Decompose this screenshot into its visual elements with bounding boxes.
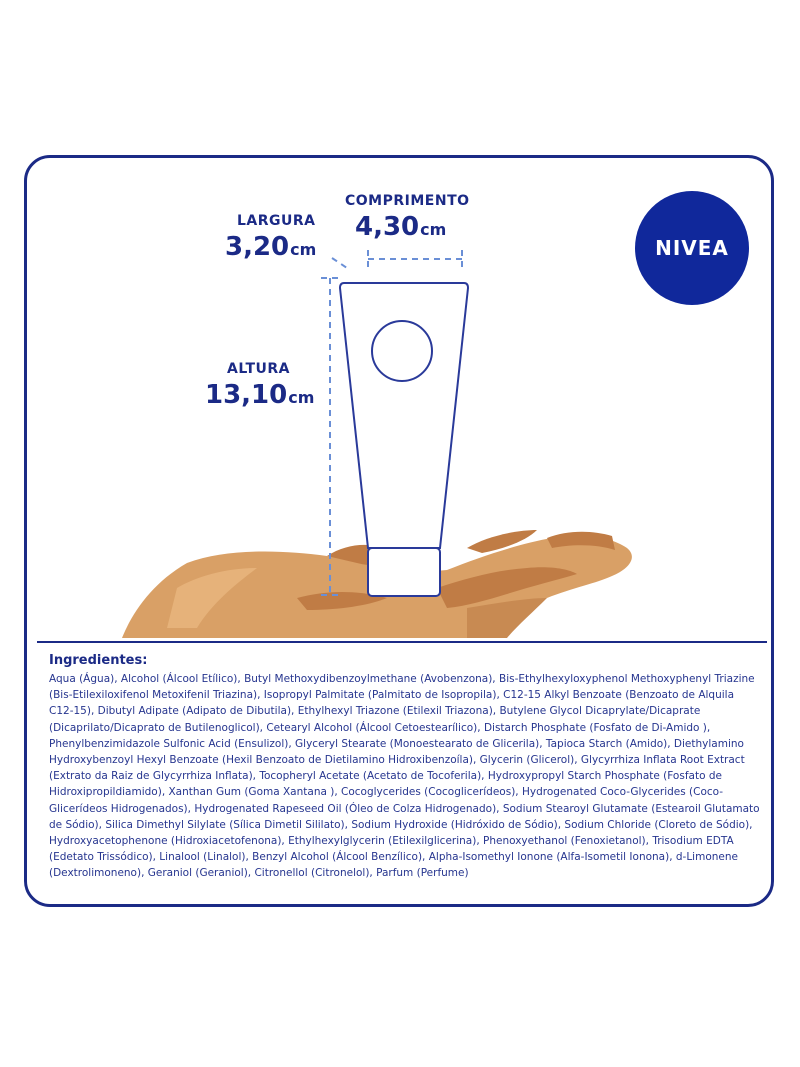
length-label: COMPRIMENTO xyxy=(345,193,470,209)
width-unit: cm xyxy=(290,240,317,259)
ingredients-section xyxy=(49,653,761,882)
length-value xyxy=(355,212,446,242)
height-label: ALTURA xyxy=(227,361,290,377)
width-value xyxy=(225,232,316,262)
ingredients-list: Aqua (Água), Alcohol (Álcool Etílico), Butyl Methoxydibenzoylmethane (Avobenzona), Bis-Ethylhexyloxyphenol Methoxyphenyl Triazine (Bis-Etilexiloxifenol Metoxifenil Triazina), Isopropyl Palmitate (Palmitato de Isopropila), C12-15 Alkyl Benzoate (Benzoato de Alquila C12-15), Dibutyl Adipate (Adipato de Dibutila), Ethylhexyl Triazone (Etilexil Triazona), Butylene Glycol Dicaprylate/Dicaprate (Dicaprilato/Dicaprato de Butilenoglicol), Cetearyl Alcohol (Álcool Cetoestearílico), Distarch Phosphate (Fosfato de Di-Amido ), Phenylbenzimidazole Sulfonic Acid (Ensulizol), Glyceryl Stearate (Monoestearato de Glicerila), Tapioca Starch (Amido), Diethylamino Hydroxybenzoyl Hexyl Benzoate (Hexil Benzoato de Dietilamino Hidroxibenzoíla), Glycerin (Glicerol), Glycyrrhiza Inflata Root Extract (Extrato da Raiz de Glycyrrhiza Inflata), Tocopheryl Acetate (Acetato de Tocoferila), Hydroxypropyl Starch Phosphate (Fosfato de Hidroxipropildiamido), Xanthan Gum (Goma Xantana ), Cocoglycerides (Cocoglicerídeos), Hydrogenated Coco-Glycerides (Coco-Glicerídeos Hidrogenados), Hydrogenated Rapeseed Oil (Óleo de Colza Hidrogenado), Sodium Stearoyl Glutamate (Estearoil Glutamato de Sódio), Silica Dimethyl Silylate (Sílica Dimetil Sililato), Sodium Hydroxide (Hidróxido de Sódio), Sodium Chloride (Cloreto de Sódio), Hydroxyacetophenone (Hidroxiacetofenona), Ethylhexylglycerin (Etilexilglicerina), Phenoxyethanol (Fenoxietanol), Trisodium EDTA (Edetato Trissódico), Linalool (Linalol), Benzyl Alcohol (Álcool Benzílico), Alpha-Isomethyl Ionone (Alfa-Isometil Ionona), d-Limonene (Dextrolimoneno), Geraniol (Geraniol), Citronellol (Citronelol), Parfum (Perfume) xyxy=(49,673,760,880)
height-unit: cm xyxy=(288,388,315,407)
length-unit: cm xyxy=(420,220,447,239)
length-number: 4,30 xyxy=(355,212,420,242)
height-number: 13,10 xyxy=(205,380,288,410)
width-label: LARGURA xyxy=(237,213,316,229)
nivea-logo xyxy=(635,191,749,305)
section-divider xyxy=(37,641,767,643)
ingredients-title: Ingredientes: xyxy=(49,653,148,668)
height-value xyxy=(205,380,314,410)
logo-text: NIVEA xyxy=(655,236,729,260)
width-number: 3,20 xyxy=(225,232,290,262)
product-info-card xyxy=(24,155,774,907)
